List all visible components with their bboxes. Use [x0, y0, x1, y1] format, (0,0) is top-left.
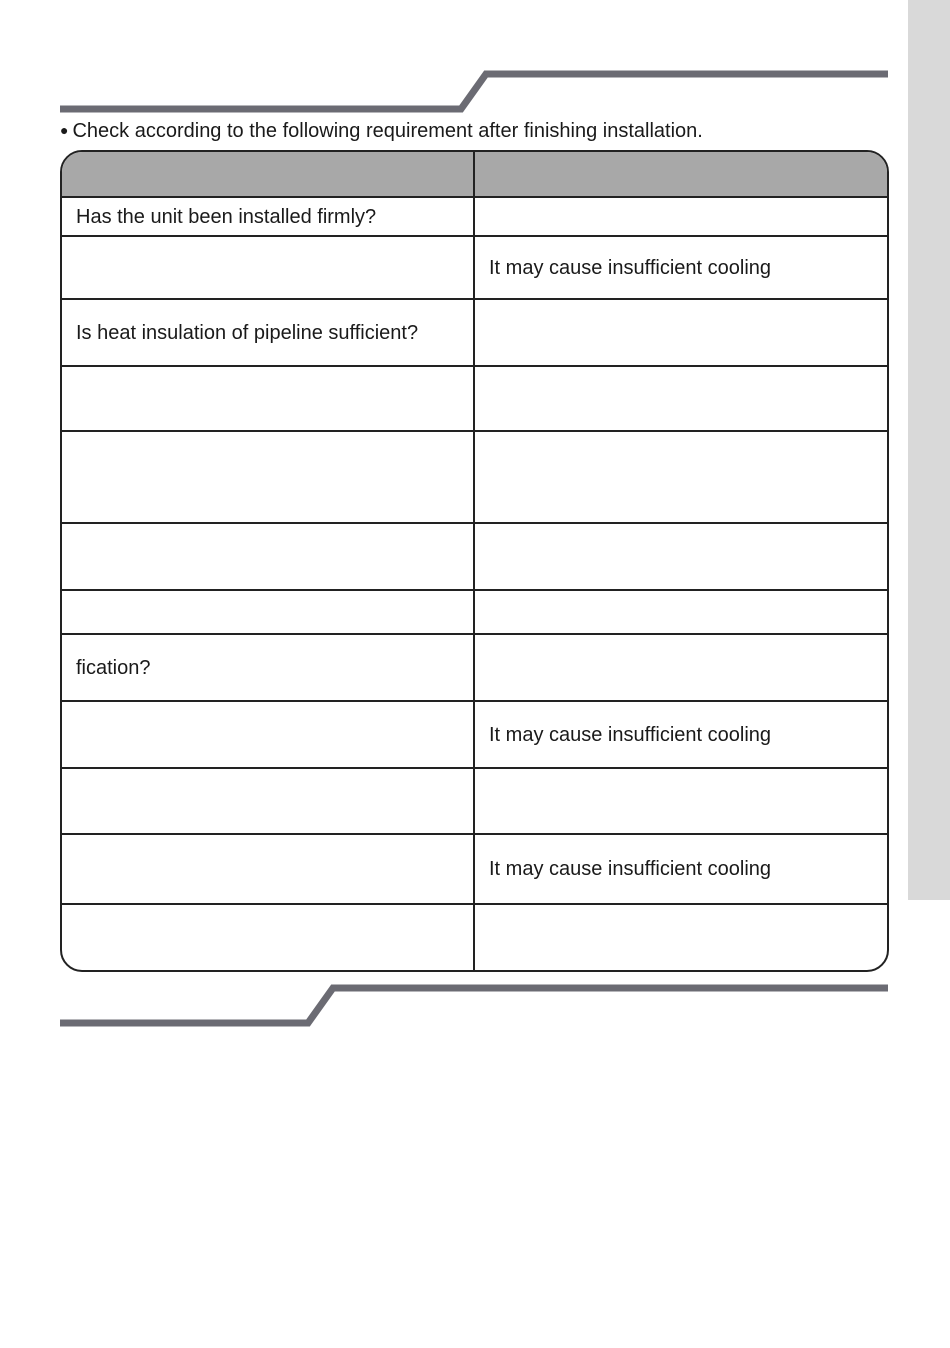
item-cell	[62, 701, 474, 768]
check-table	[60, 150, 889, 972]
result-cell	[474, 197, 887, 236]
result-cell	[474, 366, 887, 431]
table-row	[62, 299, 887, 366]
table-row	[62, 197, 887, 236]
item-cell	[62, 768, 474, 834]
item-cell	[62, 904, 474, 970]
result-cell	[474, 904, 887, 970]
result-cell	[474, 634, 887, 701]
item-cell	[62, 523, 474, 590]
result-cell	[474, 299, 887, 366]
bottom-decor-bar	[60, 988, 888, 1023]
result-cell	[474, 431, 887, 523]
check-table-grid	[62, 152, 887, 970]
header-cell-result	[474, 152, 887, 197]
item-cell	[62, 236, 474, 299]
table-row	[62, 590, 887, 634]
table-row	[62, 366, 887, 431]
item-cell	[62, 834, 474, 904]
result-cell	[474, 590, 887, 634]
table-row	[62, 701, 887, 768]
intro-text: Check according to the following requirement after finishing installation.	[72, 120, 703, 142]
intro-line	[60, 118, 703, 143]
table-row	[62, 431, 887, 523]
item-cell: Is heat insulation of pipeline sufficient?	[62, 299, 474, 366]
result-cell: It may cause insufficient cooling	[474, 236, 887, 299]
table-row	[62, 904, 887, 970]
item-cell	[62, 590, 474, 634]
item-cell: fication?	[62, 634, 474, 701]
table-header-row	[62, 152, 887, 197]
table-row	[62, 834, 887, 904]
item-cell	[62, 366, 474, 431]
table-row	[62, 236, 887, 299]
result-cell: It may cause insufficient cooling	[474, 701, 887, 768]
header-cell-item	[62, 152, 474, 197]
bullet-icon: ●	[60, 122, 69, 138]
result-cell: It may cause insufficient cooling	[474, 834, 887, 904]
table-row	[62, 634, 887, 701]
table-row	[62, 523, 887, 590]
result-cell	[474, 523, 887, 590]
item-cell	[62, 431, 474, 523]
result-cell	[474, 768, 887, 834]
top-decor-bar	[60, 74, 888, 109]
item-cell: Has the unit been installed firmly?	[62, 197, 474, 236]
table-row	[62, 768, 887, 834]
